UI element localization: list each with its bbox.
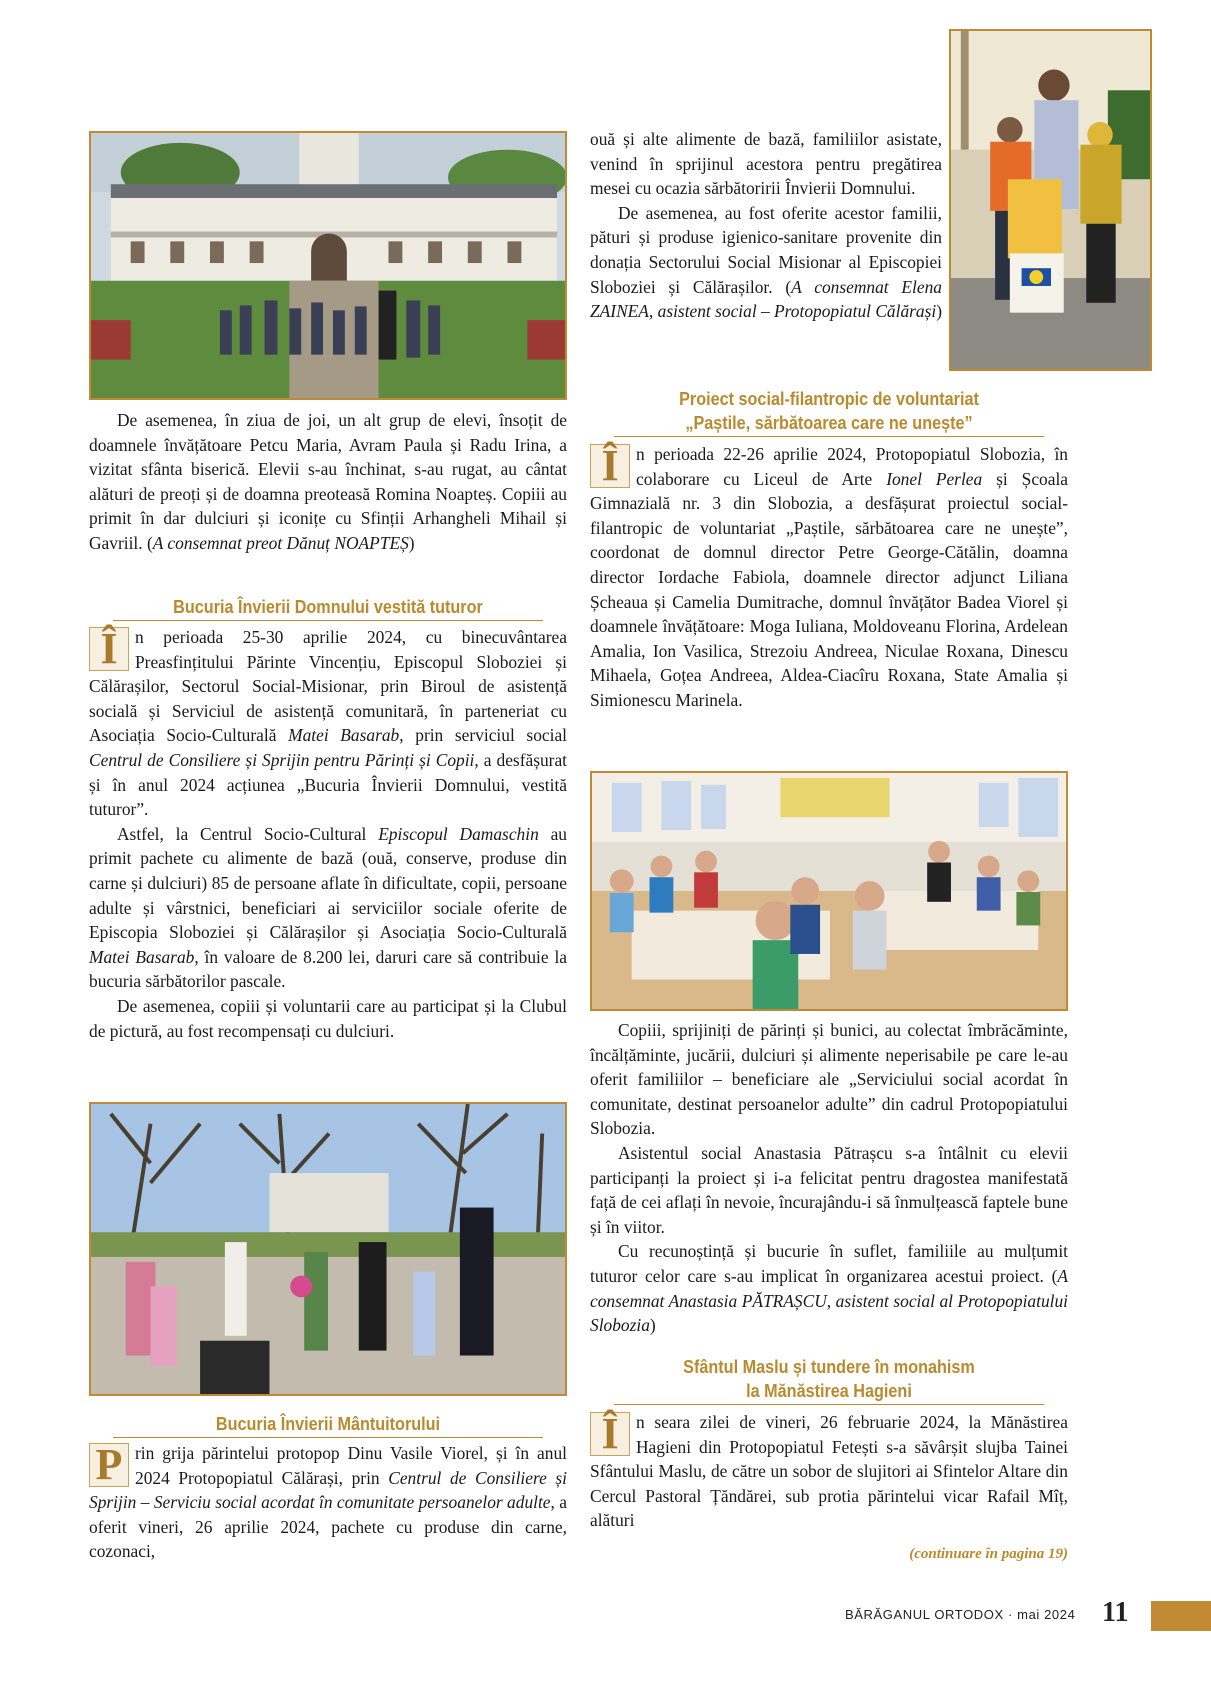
section-sfantul-maslu: Î n seara zilei de vineri, 26 februarie 2024, la Mănăstirea Hagieni din Protopopiatul Fetești s-a săvârșit slujba Tainei Sfântului Maslu, de către un sobor de slujitori ai Sfintelor Altare din Cercul Pastoral Țăndărei, sub protia părintelui vicar Rafail Mîț, alături [590,1409,1068,1531]
dropcap-letter: P [89,1443,129,1487]
photo-park-children [89,1102,567,1396]
publication-name: BĂRĂGANUL ORTODOX [845,1607,1004,1622]
heading-proiect-social [614,387,1044,437]
dropcap-letter: Î [590,444,630,488]
right-top-paragraphs: ouă și alte alimente de bază, familiilor asistate, venind în sprijinul acestora pentru pregătirea mesei cu ocazia sărbătoririi Învierii Domnului. De asemenea, au fost oferite acestor familii, pături și produse igienico-sanitare provenite din donația Sectorului Social Misionar al Episcopiei Sloboziei și Călărașilor. (A consemnat Elena ZAINEA, asistent social – Protopopiatul Călărași) [590,129,943,322]
heading-proiect-line2: „Paștile, sărbătoarea care ne unește” [685,413,973,433]
issue-date: · mai 2024 [1003,1607,1076,1622]
photo-classroom-children [590,771,1068,1011]
photo-family-bags [949,29,1152,371]
section-bucuria-invierii-domnului: Î n perioada 25-30 aprilie 2024, cu binecuvântarea Preasfințitului Părinte Vincențiu, Episcopul Sloboziei și Călărașilor, Sectorul Social-Misionar, prin Biroul de asistență socială și Serviciul de asistență comunitară, în parteneriat cu Asociația Socio-Culturală Matei Basarab, prin serviciul social Centrul de Consiliere și Sprijin pentru Părinți și Copii, a desfășurat și în anul 2024 acțiunea „Bucuria Învierii Domnului, vestită tuturor”. Astfel, la Centrul Socio-Cultural Episcopul Damaschin au primit pachete cu alimente de bază (ouă, conserve, produse din carne și dulciuri) 85 de persoane aflate în dificultate, copii, persoane adulte și vârstnici, beneficiari ai serviciilor sociale oferite de Episcopia Sloboziei și Călărașilor și Asociația Socio-Culturală Matei Basarab, în valoare de 8.200 lei, daruri care să contribuie la bucuria sărbătorilor pascale. De asemenea, copiii și voluntarii care au participat și la Clubul de pictură, au fost recompensați cu dulciuri. [89,624,568,1041]
dropcap-letter: Î [89,627,129,671]
section-proiect-social-cont: Copiii, sprijiniți de părinți și bunici, au colectat îmbrăcăminte, încălțăminte, jucării, dulciuri și alimente neperisabile pe care le-au oferit familiilor – beneficiare ale „Serviciului social acordat în comunitate, destinat persoanelor adulte” din cadrul Protopopiatului Slobozia. Asistentul social Anastasia Pătrașcu s-a întâlnit cu elevii participanți la proiect și i-a felicitat pentru dragostea manifestată față de cei aflați în nevoie, încurajându-i să înmulțească faptele bune și în viitor. Cu recunoștință și bucurie în suflet, familiile au mulțumit tuturor celor care s-au implicat în organizarea acestui proiect. (A consemnat Anastasia PĂTRAȘCU, asistent social al Protopopiatului Slobozia) [590,1020,1068,1336]
page-number: 11 [1102,1597,1129,1628]
footer-publication [845,1607,1075,1622]
heading-bucuria-invierii-mantuitorului: Bucuria Învierii Mântuitorului [113,1412,543,1438]
section-proiect-social: Î n perioada 22-26 aprilie 2024, Protopopiatul Slobozia, în colaborare cu Liceul de Arte Ionel Perlea și Școala Gimnazială nr. 3 din Slobozia, a desfășurat proiectul social-filantropic de voluntariat „Paștile, sărbătoarea care ne unește”, coordonat de domnul director Petre George-Cătălin, doamna director Iordache Fabiola, doamnele director adjunct Liliana Șcheaua și Camelia Dumitrache, domnul învățător Badea Viorel și doamnele învățătoare: Moga Iuliana, Moldoveanu Florina, Ardelean Amalia, Ion Vasilica, Strezoiu Andreea, Niculae Roxana, Dinescu Mihaela, Goțea Andreea, Aldea-Ciacîru Roxana, State Amalia și Simionescu Marinela. [590,441,1069,710]
heading-maslu-line2: la Mănăstirea Hagieni [746,1381,912,1401]
left-intro-paragraph: De asemenea, în ziua de joi, un alt grup de elevi, însoțit de doamnele învățătoare Petcu Maria, Avram Paula și Radu Irina, a vizitat sfânta biserică. Elevii s-au închinat, s-au rugat, au cântat alături de preoți și de doamna preoteasă Romina Noapteș. Copiii au primit în dar dulciuri și iconițe cu Sfinții Arhangheli Mihail și Gavriil. (A consemnat preot Dănuț NOAPTEȘ) [89,410,567,553]
dropcap-letter: Î [590,1412,630,1456]
heading-bucuria-invierii-domnului: Bucuria Învierii Domnului vestită tuturor [113,595,543,621]
continued-note: (continuare în pagina 19) [909,1546,1068,1562]
footer-accent-bar [1151,1601,1211,1631]
section-bucuria-invierii-mantuitorului: P rin grija părintelui protopop Dinu Vasile Viorel, și în anul 2024 Protopopiatul Călărași, prin Centrul de Consiliere și Sprijin – Serviciu social acordat în comunitate persoanelor adulte, a oferit vineri, 26 aprilie 2024, pachete cu produse din carne, cozonaci, [89,1440,567,1562]
heading-maslu-line1: Sfântul Maslu și tundere în monahism [683,1357,975,1377]
photo-monastery-group [89,131,567,400]
heading-sfantul-maslu [614,1355,1044,1405]
heading-proiect-line1: Proiect social-filantropic de voluntariat [679,389,979,409]
